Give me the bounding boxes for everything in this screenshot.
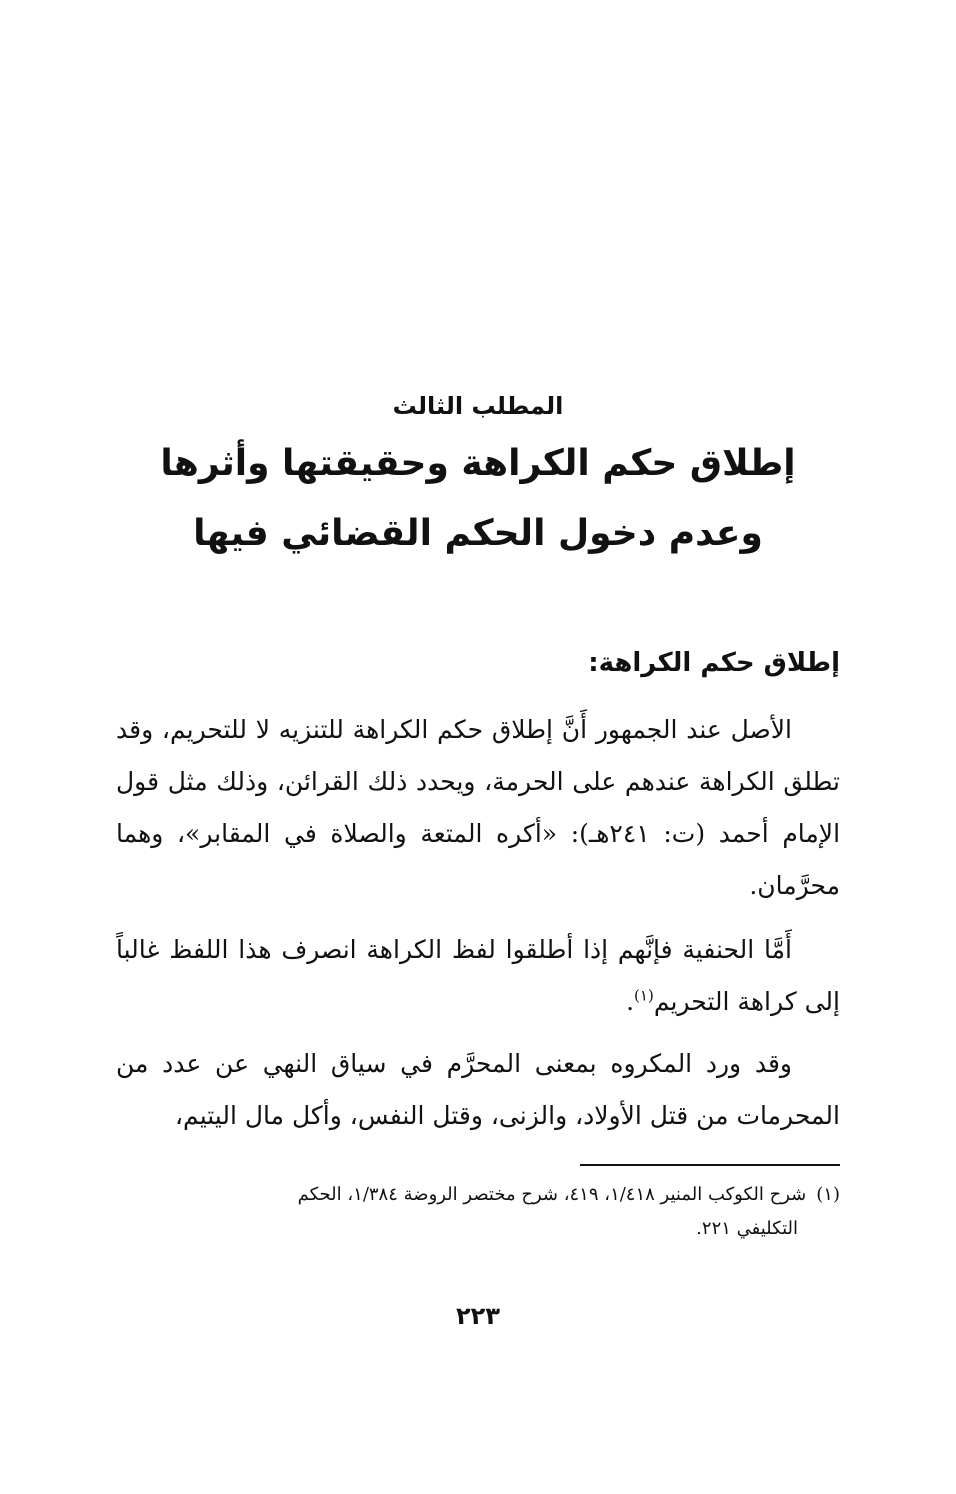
footnote-reference[interactable]: (١) — [634, 986, 654, 1005]
paragraph-1: الأصل عند الجمهور أَنَّ إطلاق حكم الكراهة للتنزيه لا للتحريم، وقد تطلق الكراهة عندهم على الحرمة، ويحدد ذلك القرائن، وذلك مثل قول الإمام أحمد (ت: ٢٤١هـ): «أكره المتعة والصلاة في المقابر»، وهما محرَّمان. — [116, 715, 841, 900]
paragraph-2-end: . — [626, 987, 635, 1016]
paragraph-2-text: أَمَّا الحنفية فإنَّهم إذا أطلقوا لفظ الكراهة انصرف هذا اللفظ غالباً إلى كراهة التحريم — [116, 935, 840, 1016]
paragraph-2 — [116, 924, 840, 1028]
subheading: إطلاق حكم الكراهة: — [588, 648, 840, 678]
section-label: المطلب الثالث — [392, 392, 564, 420]
footnote-divider — [580, 1164, 840, 1166]
footnote-number: (١) — [816, 1184, 840, 1205]
footnote-line-2: التكليفي ٢٢١. — [696, 1218, 798, 1239]
page-number: ٢٢٣ — [456, 1302, 500, 1330]
paragraph-3: وقد ورد المكروه بمعنى المحرَّم في سياق النهي عن عدد من المحرمات من قتل الأولاد، والزنى، وقتل النفس، وأكل مال اليتيم، — [116, 1049, 840, 1130]
chapter-title-line-1: إطلاق حكم الكراهة وحقيقتها وأثرها — [160, 443, 796, 484]
footnote — [116, 1178, 840, 1246]
chapter-title-line-2: وعدم دخول الحكم القضائي فيها — [193, 513, 763, 554]
footnote-line-1: شرح الكوكب المنير ١/٤١٨، ٤١٩، شرح مختصر الروضة ١/٣٨٤، الحكم — [297, 1184, 807, 1205]
